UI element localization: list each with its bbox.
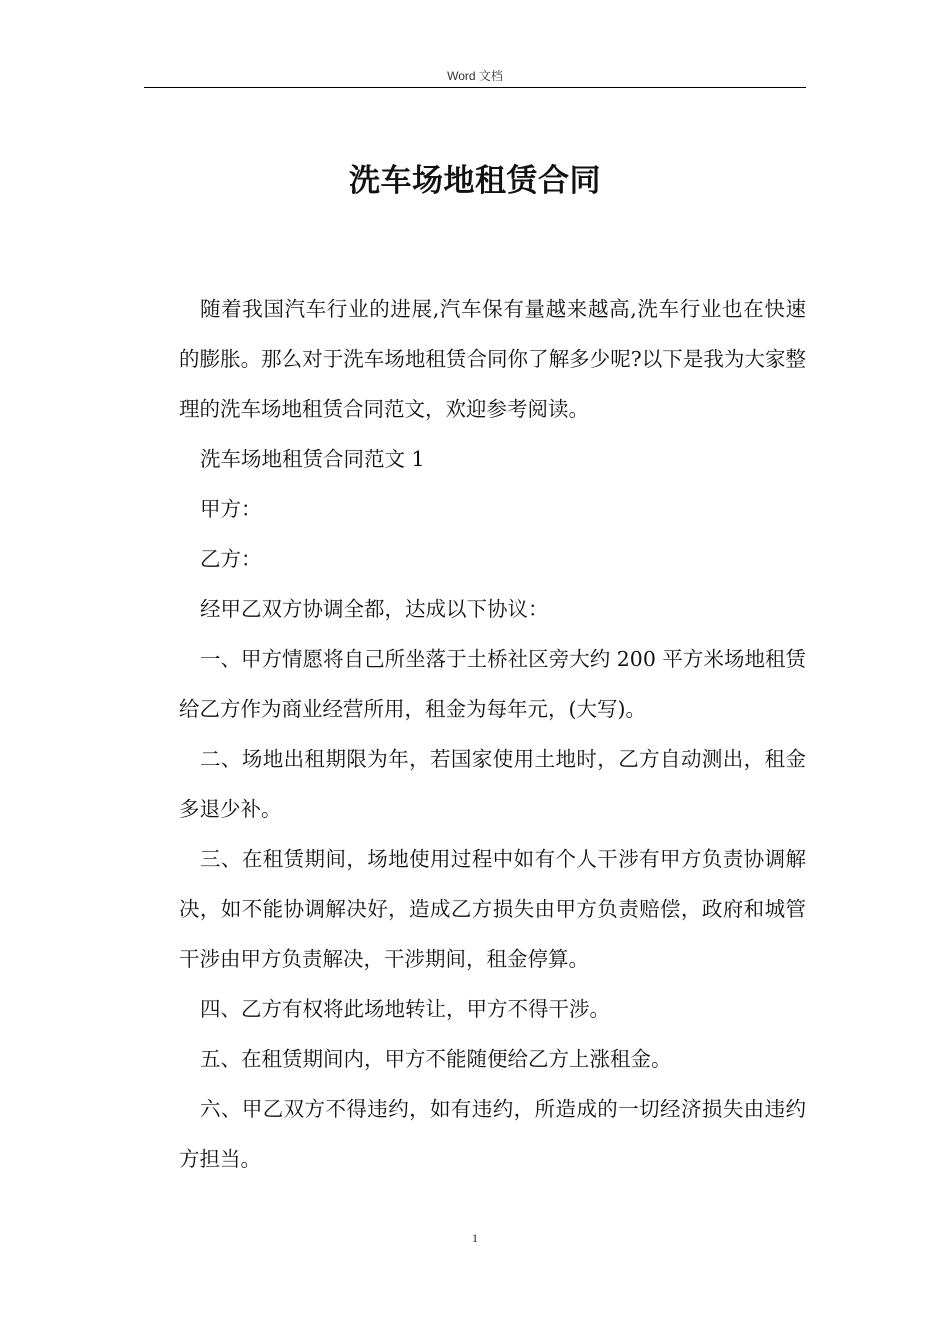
- clause-3: 三、在租赁期间，场地使用过程中如有个人干涉有甲方负责协调解决，如不能协调解决好，造成乙方损失由甲方负责赔偿，政府和城管干涉由甲方负责解决，干涉期间，租金停算。: [179, 847, 806, 971]
- clause-6: 六、甲乙双方不得违约，如有违约，所造成的一切经济损失由违约方担当。: [179, 1097, 806, 1171]
- clause-2: 二、场地出租期限为年，若国家使用土地时，乙方自动测出，租金多退少补。: [179, 747, 806, 821]
- page-number: 1: [472, 1231, 478, 1245]
- intro-paragraph: 随着我国汽车行业的进展,汽车保有量越来越高,洗车行业也在快速的膨胀。那么对于洗车场地租赁合同你了解多少呢?以下是我为大家整理的洗车场地租赁合同范文，欢迎参考阅读。: [179, 297, 806, 421]
- clause-4: 四、乙方有权将此场地转让，甲方不得干涉。: [200, 997, 610, 1021]
- contract-heading: 洗车场地租赁合同范文 1: [200, 447, 425, 471]
- clause-1: 一、甲方情愿将自己所坐落于土桥社区旁大约 200 平方米场地租赁给乙方作为商业经营所用，租金为每年元，(大写)。: [179, 647, 806, 721]
- header-label: Word 文档: [447, 69, 503, 83]
- document-body: [179, 284, 806, 1184]
- header-divider: [144, 87, 806, 88]
- party-b-line: 乙方：: [200, 547, 262, 571]
- agreement-intro: 经甲乙双方协调全都，达成以下协议：: [200, 597, 549, 621]
- document-title: 洗车场地租赁合同: [349, 163, 601, 199]
- party-a-line: 甲方：: [200, 497, 262, 521]
- clause-5: 五、在租赁期间内，甲方不能随便给乙方上涨租金。: [200, 1047, 672, 1071]
